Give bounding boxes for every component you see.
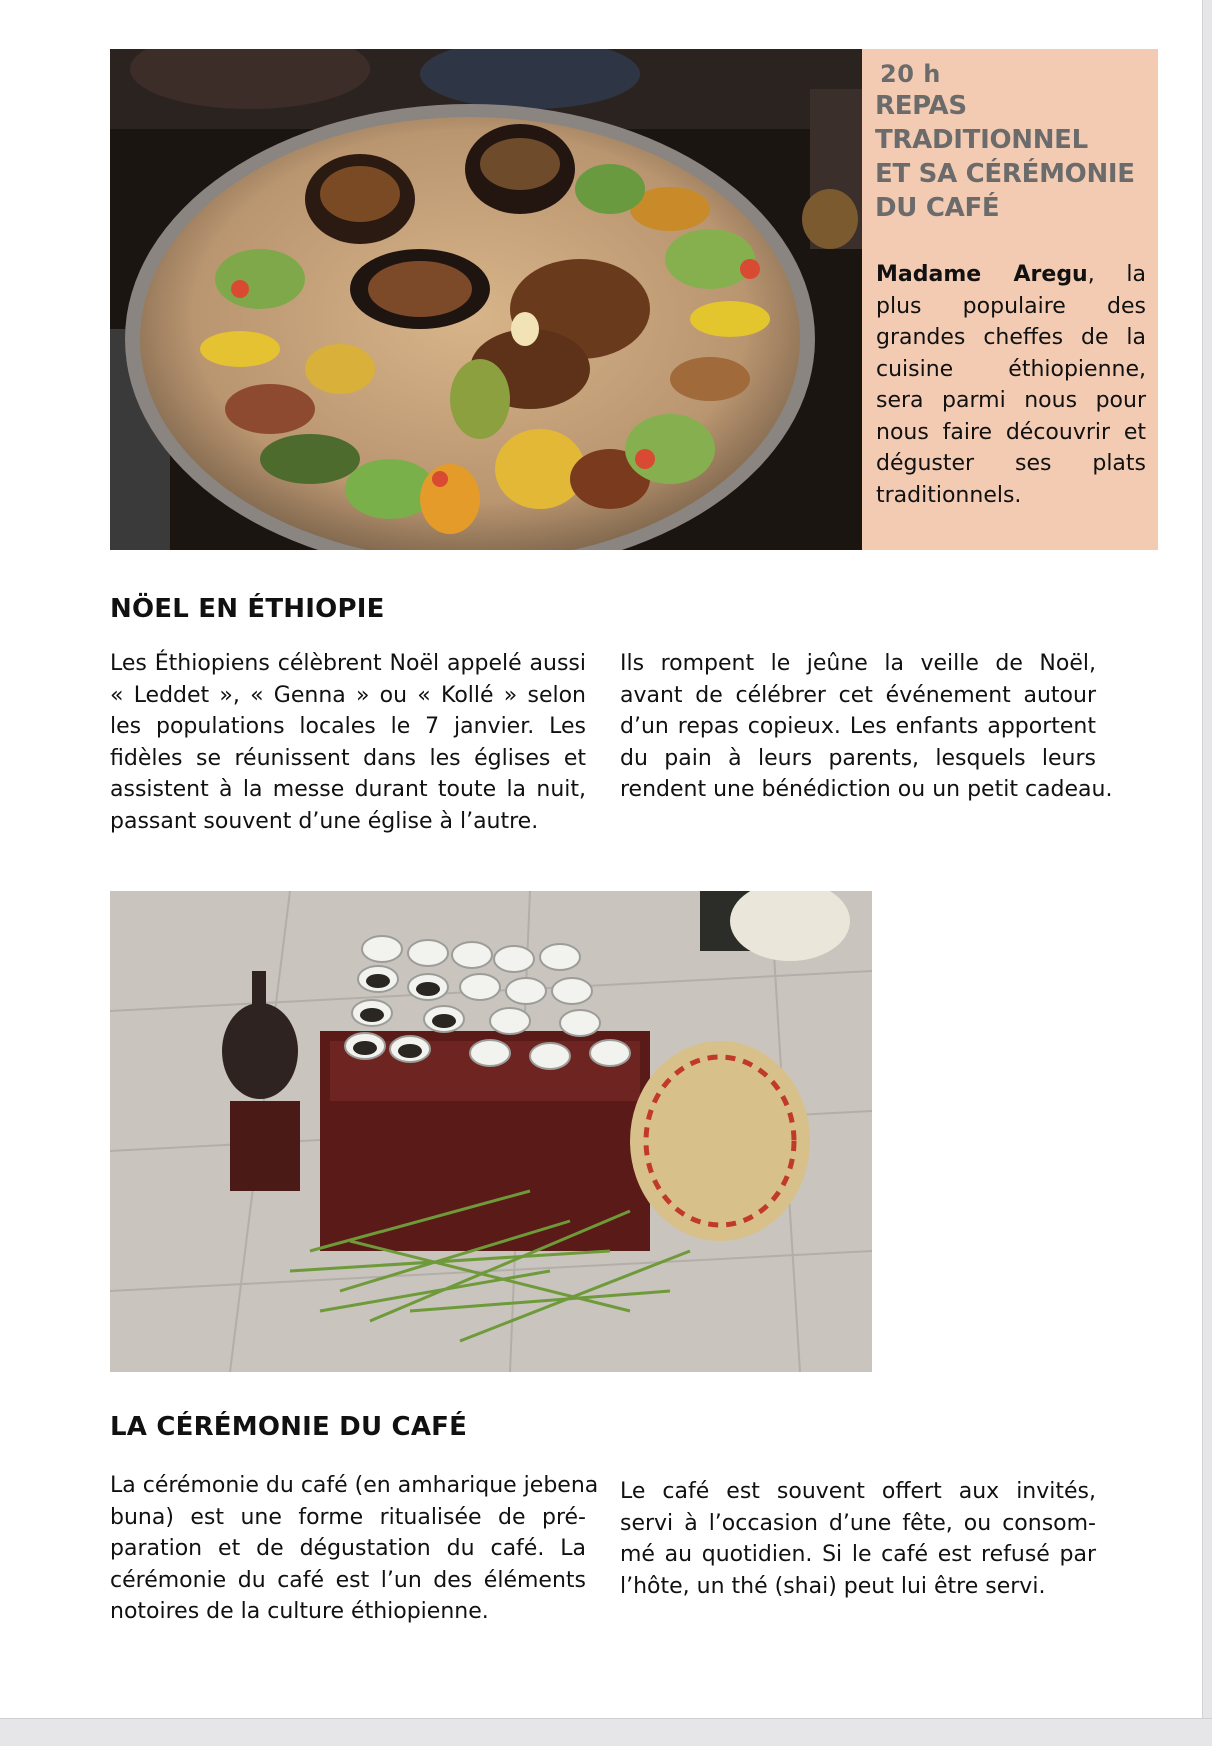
event-heading — [875, 89, 1150, 225]
text-line: buna) est une forme ritualisée de pré- — [110, 1504, 586, 1530]
text-line: l’hôte, un thé (shai) peut lui être servi. — [620, 1573, 1046, 1599]
text-line: paration et de dégustation du café. La — [110, 1536, 586, 1561]
section-title-ceremonie: LA CÉRÉMONIE DU CAFÉ — [110, 1412, 468, 1442]
event-time: 20 h — [880, 60, 941, 88]
event-heading-line: DU CAFÉ — [875, 193, 1000, 223]
text-line: Les Éthiopiens célèbrent Noël appelé aussi — [110, 651, 586, 676]
chef-name: Madame Aregu — [876, 262, 1088, 287]
section-title-noel: NÖEL EN ÉTHIOPIE — [110, 594, 385, 624]
viewer-bottom-bar — [0, 1718, 1212, 1746]
food-platter-photo — [110, 49, 862, 550]
text-line: d’un repas copieux. Les enfants apportent — [620, 714, 1096, 739]
event-heading-line: REPAS TRADITIONNEL — [875, 91, 1088, 155]
text-line: Ils rompent le jeûne la veille de Noël, — [620, 651, 1096, 676]
text-line: « Leddet », « Genna » ou « Kollé » selon — [110, 682, 586, 708]
text-line: du pain à leurs parents, lesquels leurs — [620, 745, 1096, 771]
noel-column-2 — [620, 648, 1113, 806]
text-line: mé au quotidien. Si le café est refusé par — [620, 1542, 1096, 1567]
text-line: fidèles se réunissent dans les églises et — [110, 745, 586, 771]
event-description — [876, 259, 1150, 511]
text-line: avant de célébrer cet événement autour — [620, 682, 1096, 708]
text-line: passant souvent d’une église à l’autre. — [110, 808, 539, 834]
event-description-text: , la plus populaire des grandes cheffes de la cuisine éthiopienne, sera parmi nous pour nous faire découvrir et déguster ses plats traditionnels. — [876, 262, 1146, 508]
text-line: La cérémonie du café (en amharique jebena — [110, 1473, 599, 1498]
text-line: les populations locales le 7 janvier. Les — [110, 714, 586, 739]
text-line: Le café est souvent offert aux invités, — [620, 1479, 1096, 1504]
noel-column-1 — [110, 648, 586, 837]
text-line: rendent une bénédiction ou un petit cadeau. — [620, 777, 1113, 802]
text-line: cérémonie du café est l’un des éléments — [110, 1567, 586, 1593]
coffee-ceremony-photo — [110, 891, 872, 1372]
ceremonie-column-2 — [620, 1476, 1096, 1602]
text-line: assistent à la messe durant toute la nuit, — [110, 777, 586, 802]
event-heading-line: ET SA CÉRÉMONIE — [875, 159, 1135, 189]
text-line: servi à l’occasion d’une fête, ou consom- — [620, 1510, 1096, 1536]
event-info-box — [862, 49, 1158, 550]
ceremonie-column-1 — [110, 1470, 599, 1628]
text-line: notoires de la culture éthiopienne. — [110, 1599, 489, 1624]
